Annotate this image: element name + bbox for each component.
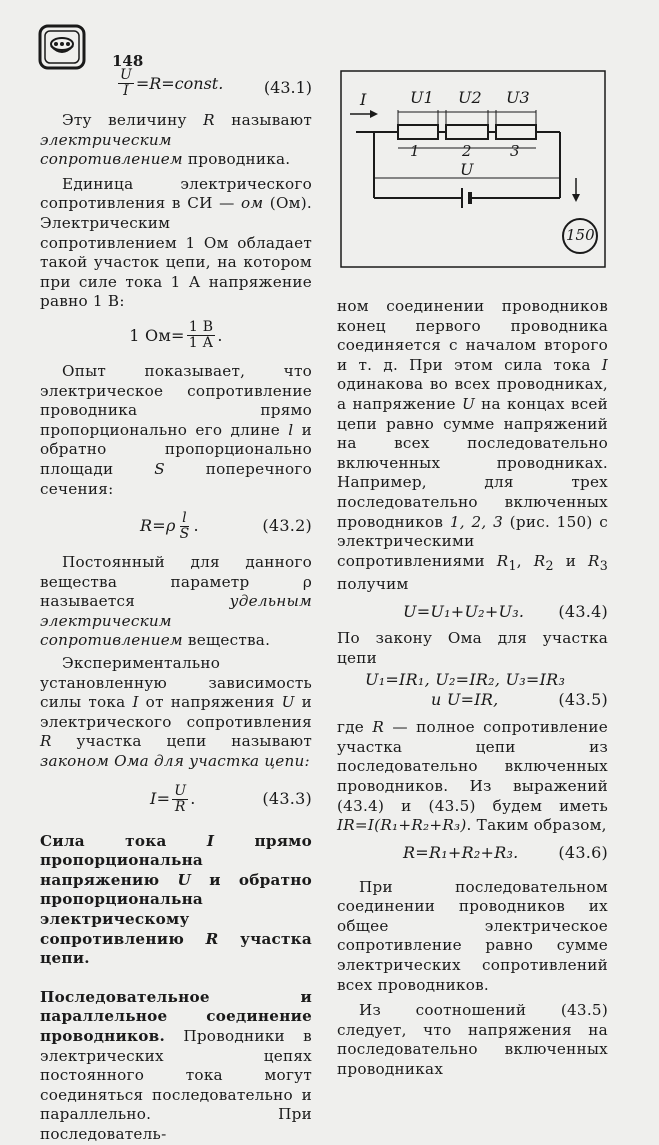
paragraph-resistance-def: Эту величину R называют электрическим сопротивлением проводника.	[40, 111, 312, 169]
label-U: U	[460, 160, 474, 179]
book-emblem-icon	[38, 24, 86, 70]
label-U2: U2	[458, 88, 482, 107]
paragraph-series-conclusion: При последовательном соединении проводников их общее электрическое сопротивление равно сумме электрических сопротивлений всех проводников.	[337, 877, 608, 994]
figure-150	[340, 70, 606, 268]
label-r1: 1	[410, 142, 420, 160]
label-U1: U1	[410, 88, 434, 107]
equation-43-4: U=U₁+U₂+U₃. (43.4)	[403, 601, 608, 621]
equation-ohm-unit: 1 Ом= $\frac{1 В}{1 А}$ .	[129, 319, 223, 352]
paragraph-resistance-geometry: Опыт показывает, что электрическое сопротивление проводника прямо пропорционально его длине l и обратно пропорционально площади S поперечного сечения:	[40, 361, 312, 498]
label-I: I	[360, 90, 367, 109]
figure-number: 150	[566, 226, 595, 244]
left-column	[40, 111, 312, 1145]
paragraph-resistivity: Постоянный для данного вещества параметр ρ называется удельным электрическим сопротивлением вещества.	[40, 553, 312, 650]
paragraph-ohm-unit: Единица электрического сопротивления в СИ — ом (Ом). Электрическим сопротивлением 1 Ом обладает такой участок цепи, на котором при силе тока 1 А напряжение равно 1 В:	[40, 174, 312, 311]
paragraph-voltage-division: Из соотношений (43.5) следует, что напряжения на последовательно включенных проводниках	[337, 1001, 608, 1079]
equation-43-1: $\frac{U}{I}$ =R=const. (43.1)	[120, 67, 312, 99]
resistor-3	[496, 125, 536, 139]
label-U3: U3	[506, 88, 530, 107]
page-emblem	[38, 24, 86, 70]
bold-law-statement: Сила тока I прямо пропорциональна напряжению U и обратно пропорциональна электрическому сопротивлению R участка цепи.	[40, 831, 312, 968]
equation-43-2: R=ρ $\frac{l}{S}$ . (43.2)	[140, 510, 312, 543]
paragraph-series-connection: ном соединении проводников конец первого проводника соединяется с началом второго и т. д. При этом сила тока I одинакова во всех проводниках, а напряжение U на концах всей цепи равно сумме напряжений на всех последовательно включенных проводниках. Например, для трех последовательно включенных проводников 1, 2, 3 (рис. 150) с электрическими сопротивлениями $R_1$, $R_2$ и $R_3$ получим	[337, 297, 608, 594]
equation-43-3: I= $\frac{U}{R}$ . (43.3)	[150, 782, 312, 815]
label-r2: 2	[462, 142, 472, 160]
page-number: 148	[112, 52, 144, 70]
paragraph-series-intro: Последовательное и параллельное соединение проводников. Проводники в электрических цепях постоянного тока могут соединяться последовательно и параллельно. При последователь-	[40, 987, 312, 1143]
paragraph-ohms-law: Экспериментально установленную зависимость силы тока I от напряжения U и электрического сопротивления R участка цепи называют законом Ома для участка цепи:	[40, 654, 312, 771]
equation-43-5: U₁=IR₁, U₂=IR₂, U₃=IR₃ и U=IR, (43.5)	[365, 670, 608, 710]
resistor-2	[446, 125, 488, 139]
right-column	[337, 297, 608, 1080]
label-r3: 3	[510, 142, 520, 160]
current-arrow-icon	[350, 110, 378, 118]
paragraph-total-resistance: где R — полное сопротивление участка цепи из последовательно включенных проводников. Из выражений (43.4) и (43.5) будем иметь IR=I(R₁+R₂+R₃). Таким образом,	[337, 718, 609, 835]
arrow-down-icon	[572, 178, 580, 202]
equation-43-6: R=R₁+R₂+R₃. (43.6)	[403, 842, 608, 862]
paragraph-ohm-section: По закону Ома для участка цепи	[337, 628, 608, 667]
resistor-1	[398, 125, 438, 139]
